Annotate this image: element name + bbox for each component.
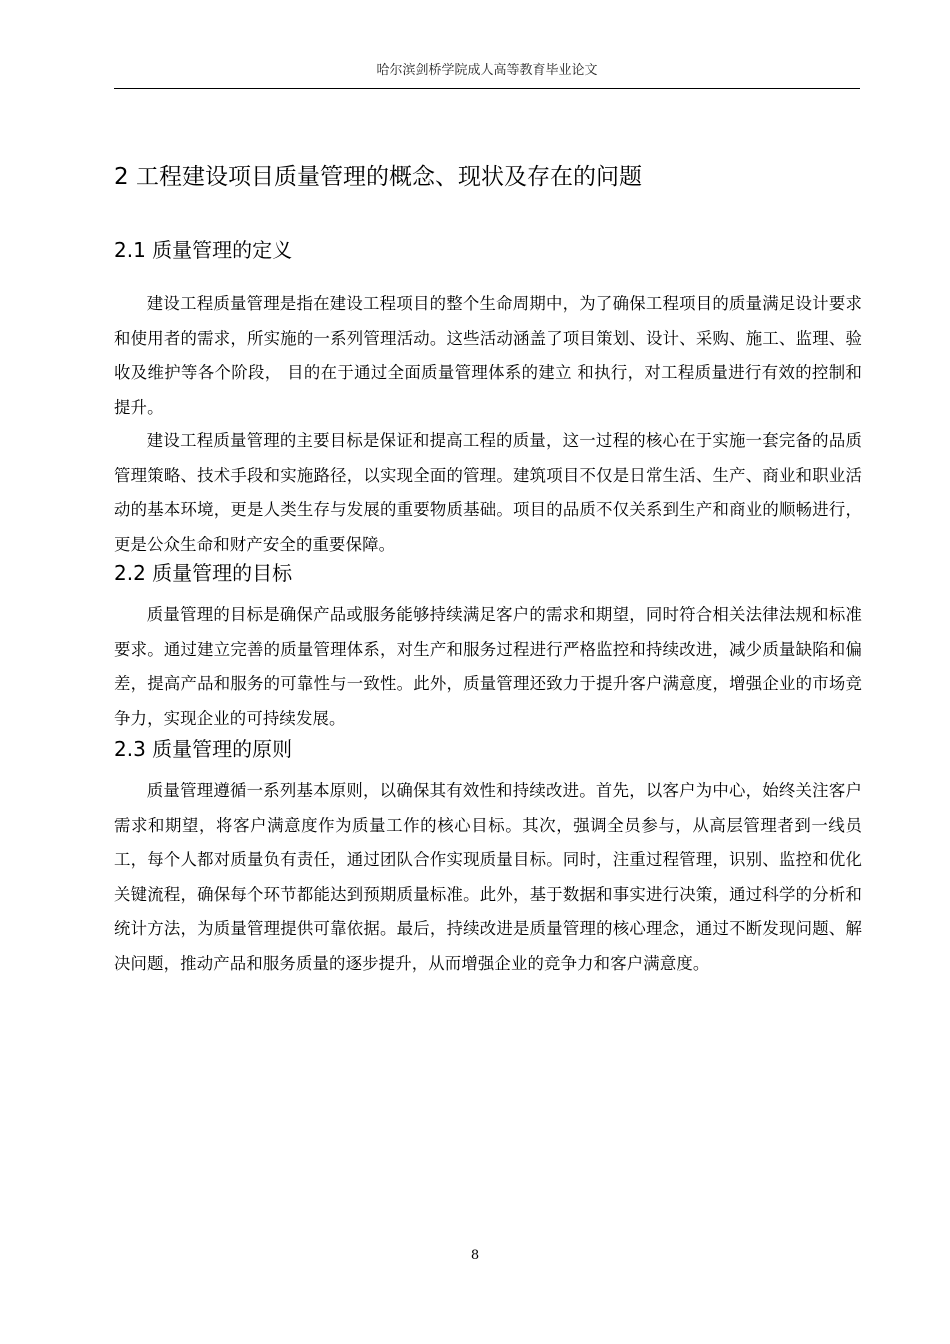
- section-title: 2.2 质量管理的目标: [114, 561, 293, 585]
- paragraph: 质量管理的目标是确保产品或服务能够持续满足客户的需求和期望，同时符合相关法律法规和标准要求。通过建立完善的质量管理体系，对生产和服务过程进行严格监控和持续改进，减少质量缺陷和偏差，提高产品和服务的可靠性与一致性。此外，质量管理还致力于提升客户满意度，增强企业的市场竞争力，实现企业的可持续发展。: [114, 605, 862, 728]
- paragraph: 建设工程质量管理的主要目标是保证和提高工程的质量，这一过程的核心在于实施一套完备的品质管理策略、技术手段和实施路径，以实现全面的管理。建筑项目不仅是日常生活、生产、商业和职业活动的基本环境，更是人类生存与发展的重要物质基础。项目的品质不仅关系到生产和商业的顺畅进行，更是公众生命和财产安全的重要保障。: [114, 431, 862, 554]
- paragraph: 质量管理遵循一系列基本原则，以确保其有效性和持续改进。首先，以客户为中心，始终关注客户需求和期望，将客户满意度作为质量工作的核心目标。其次，强调全员参与，从高层管理者到一线员工，每个人都对质量负有责任，通过团队合作实现质量目标。同时，注重过程管理，识别、监控和优化关键流程，确保每个环节都能达到预期质量标准。此外，基于数据和事实进行决策，通过科学的分析和统计方法，为质量管理提供可靠依据。最后，持续改进是质量管理的核心理念，通过不断发现问题、解决问题，推动产品和服务质量的逐步提升，从而增强企业的竞争力和客户满意度。: [114, 781, 862, 973]
- section-title: 2.1 质量管理的定义: [114, 238, 293, 262]
- section-title: 2.3 质量管理的原则: [114, 737, 293, 761]
- paragraph: 建设工程质量管理是指在建设工程项目的整个生命周期中，为了确保工程项目的质量满足设计要求和使用者的需求，所实施的一系列管理活动。这些活动涵盖了项目策划、设计、采购、施工、监理、验收及维护等各个阶段， 目的在于通过全面质量管理体系的建立 和执行，对工程质量进行有效的控制和提升。: [114, 294, 862, 417]
- chapter-title: 2 工程建设项目质量管理的概念、现状及存在的问题: [114, 164, 642, 190]
- header-title: 哈尔滨剑桥学院成人高等教育毕业论文: [376, 63, 598, 78]
- page-number: 8: [470, 1248, 480, 1263]
- header-divider: [114, 88, 860, 89]
